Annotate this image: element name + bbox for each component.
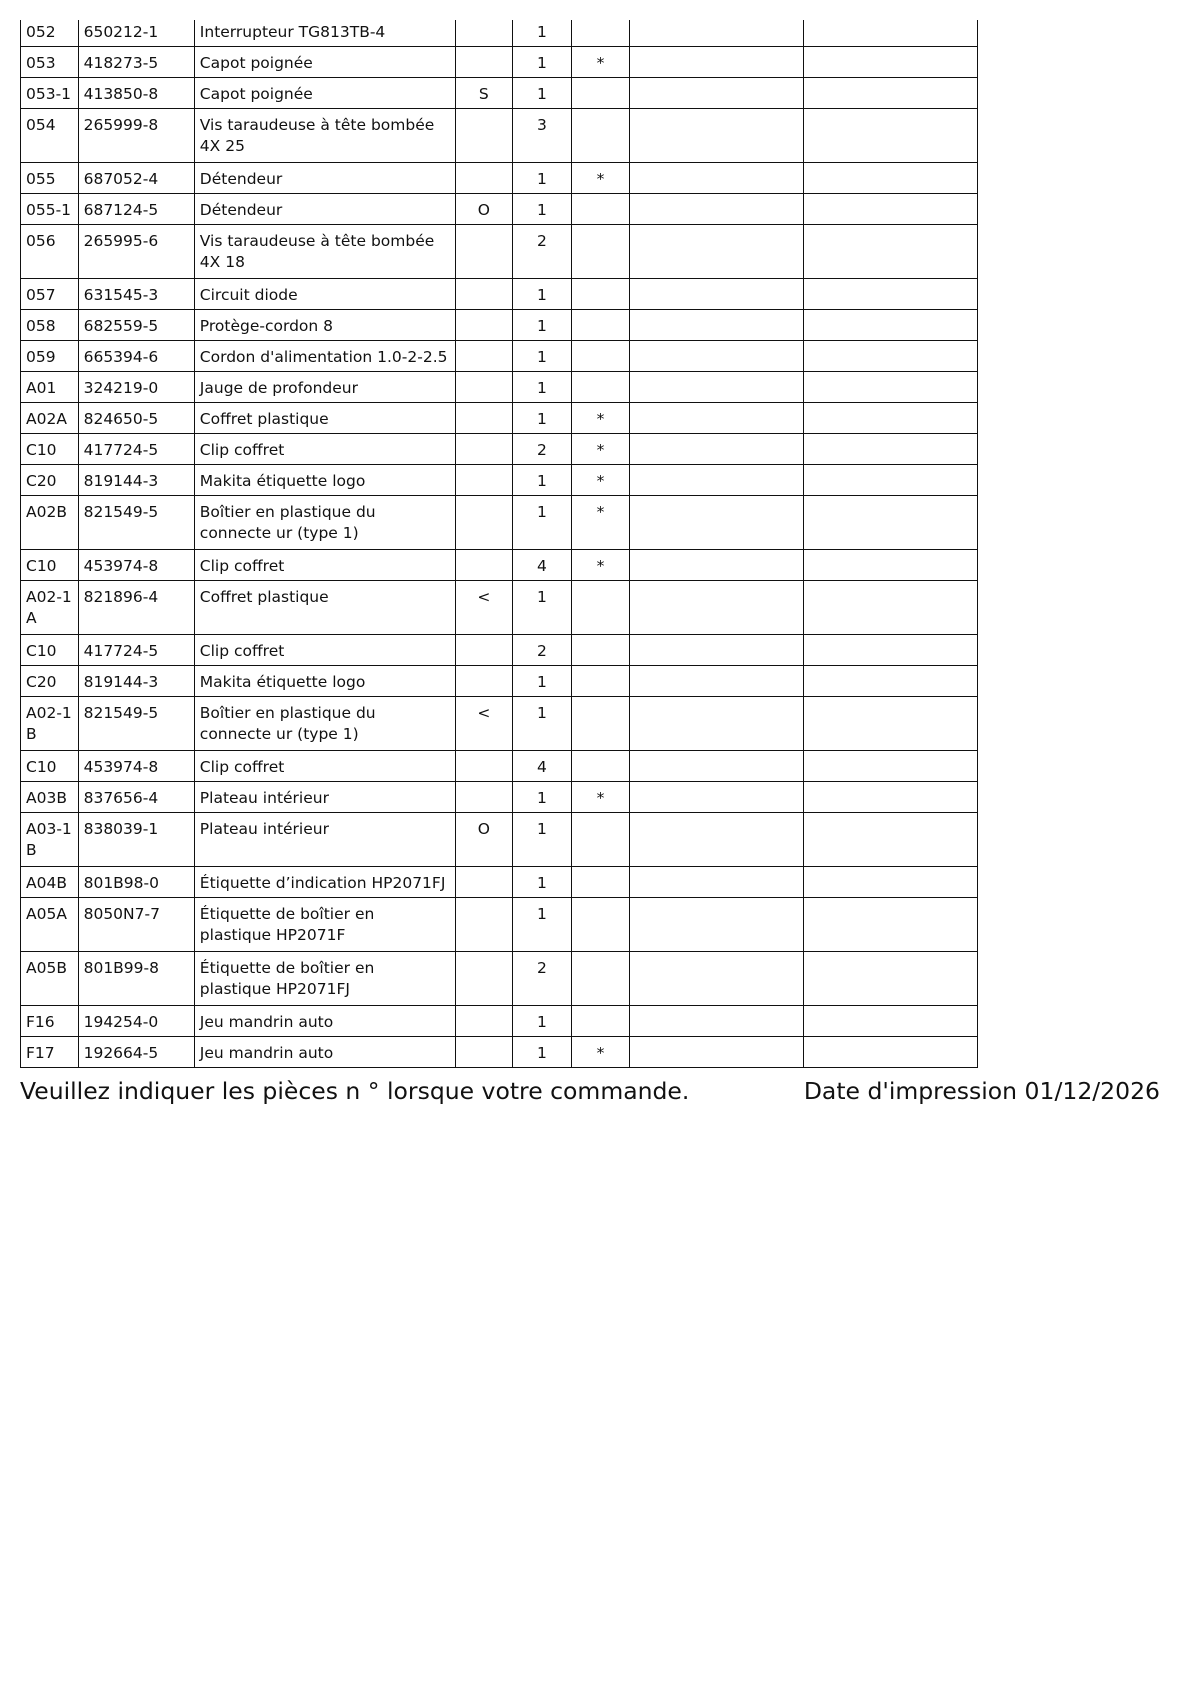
note-cell — [804, 666, 978, 697]
code-cell — [455, 20, 513, 47]
note-cell — [630, 867, 804, 898]
code-cell — [455, 434, 513, 465]
code-cell — [455, 1037, 513, 1068]
note-cell — [630, 78, 804, 109]
note-cell — [630, 635, 804, 666]
part-number-cell: 631545-3 — [78, 279, 194, 310]
table-row — [21, 635, 978, 666]
quantity-cell: 1 — [513, 496, 572, 550]
part-number-cell: 194254-0 — [78, 1006, 194, 1037]
code-cell: O — [455, 813, 513, 867]
note-cell — [804, 434, 978, 465]
table-row — [21, 952, 978, 1006]
quantity-cell: 4 — [513, 550, 572, 581]
quantity-cell: 2 — [513, 225, 572, 279]
code-cell: < — [455, 581, 513, 635]
note-cell — [804, 225, 978, 279]
marker-cell — [571, 1006, 630, 1037]
description-cell: Jauge de profondeur — [194, 372, 455, 403]
part-number-cell: 838039-1 — [78, 813, 194, 867]
description-cell: Makita étiquette logo — [194, 666, 455, 697]
item-number-cell: C20 — [21, 666, 79, 697]
part-number-cell: 417724-5 — [78, 635, 194, 666]
note-cell — [804, 78, 978, 109]
quantity-cell: 1 — [513, 194, 572, 225]
part-number-cell: 417724-5 — [78, 434, 194, 465]
item-number-cell: A05B — [21, 952, 79, 1006]
quantity-cell: 1 — [513, 465, 572, 496]
item-number-cell: 056 — [21, 225, 79, 279]
note-cell — [630, 550, 804, 581]
code-cell: S — [455, 78, 513, 109]
table-row — [21, 372, 978, 403]
item-number-cell: A04B — [21, 867, 79, 898]
marker-cell — [571, 194, 630, 225]
item-number-cell: A01 — [21, 372, 79, 403]
note-cell — [804, 751, 978, 782]
item-number-cell: A02-1A — [21, 581, 79, 635]
description-cell: Cordon d'alimentation 1.0-2-2.5 — [194, 341, 455, 372]
quantity-cell: 1 — [513, 581, 572, 635]
quantity-cell: 1 — [513, 372, 572, 403]
marker-cell: * — [571, 550, 630, 581]
note-cell — [630, 310, 804, 341]
description-cell: Circuit diode — [194, 279, 455, 310]
quantity-cell: 4 — [513, 751, 572, 782]
note-cell — [630, 1006, 804, 1037]
table-row — [21, 310, 978, 341]
quantity-cell: 1 — [513, 163, 572, 194]
part-number-cell: 819144-3 — [78, 465, 194, 496]
table-row — [21, 279, 978, 310]
code-cell — [455, 550, 513, 581]
quantity-cell: 2 — [513, 635, 572, 666]
quantity-cell: 2 — [513, 434, 572, 465]
table-row — [21, 194, 978, 225]
note-cell — [630, 496, 804, 550]
marker-cell — [571, 310, 630, 341]
note-cell — [630, 782, 804, 813]
item-number-cell: 059 — [21, 341, 79, 372]
note-cell — [630, 666, 804, 697]
code-cell — [455, 403, 513, 434]
note-cell — [804, 310, 978, 341]
part-number-cell: 324219-0 — [78, 372, 194, 403]
part-number-cell: 682559-5 — [78, 310, 194, 341]
table-row — [21, 697, 978, 751]
note-cell — [804, 279, 978, 310]
description-cell: Clip coffret — [194, 751, 455, 782]
code-cell — [455, 163, 513, 194]
note-cell — [630, 952, 804, 1006]
item-number-cell: F16 — [21, 1006, 79, 1037]
code-cell — [455, 867, 513, 898]
item-number-cell: C10 — [21, 751, 79, 782]
item-number-cell: A03B — [21, 782, 79, 813]
code-cell — [455, 496, 513, 550]
code-cell: O — [455, 194, 513, 225]
description-cell: Vis taraudeuse à tête bombée 4X 18 — [194, 225, 455, 279]
code-cell — [455, 751, 513, 782]
note-cell — [630, 372, 804, 403]
note-cell — [804, 47, 978, 78]
table-row — [21, 78, 978, 109]
table-row — [21, 434, 978, 465]
quantity-cell: 1 — [513, 697, 572, 751]
marker-cell — [571, 697, 630, 751]
code-cell — [455, 279, 513, 310]
item-number-cell: F17 — [21, 1037, 79, 1068]
item-number-cell: 053-1 — [21, 78, 79, 109]
part-number-cell: 821896-4 — [78, 581, 194, 635]
code-cell — [455, 952, 513, 1006]
description-cell: Étiquette de boîtier en plastique HP2071F — [194, 898, 455, 952]
marker-cell — [571, 279, 630, 310]
code-cell — [455, 341, 513, 372]
marker-cell: * — [571, 496, 630, 550]
description-cell: Coffret plastique — [194, 581, 455, 635]
part-number-cell: 8050N7-7 — [78, 898, 194, 952]
table-row — [21, 1037, 978, 1068]
quantity-cell: 1 — [513, 78, 572, 109]
part-number-cell: 265999-8 — [78, 109, 194, 163]
item-number-cell: 053 — [21, 47, 79, 78]
code-cell — [455, 47, 513, 78]
marker-cell — [571, 813, 630, 867]
note-cell — [630, 813, 804, 867]
part-number-cell: 801B99-8 — [78, 952, 194, 1006]
note-cell — [804, 952, 978, 1006]
code-cell — [455, 635, 513, 666]
quantity-cell: 2 — [513, 952, 572, 1006]
description-cell: Capot poignée — [194, 47, 455, 78]
part-number-cell: 453974-8 — [78, 751, 194, 782]
quantity-cell: 3 — [513, 109, 572, 163]
quantity-cell: 1 — [513, 782, 572, 813]
note-cell — [804, 1006, 978, 1037]
marker-cell — [571, 751, 630, 782]
table-row — [21, 109, 978, 163]
description-cell: Étiquette d’indication HP2071FJ — [194, 867, 455, 898]
marker-cell — [571, 341, 630, 372]
note-cell — [630, 47, 804, 78]
note-cell — [804, 898, 978, 952]
table-row — [21, 496, 978, 550]
note-cell — [804, 550, 978, 581]
quantity-cell: 1 — [513, 403, 572, 434]
quantity-cell: 1 — [513, 813, 572, 867]
note-cell — [630, 898, 804, 952]
quantity-cell: 1 — [513, 898, 572, 952]
note-cell — [804, 635, 978, 666]
quantity-cell: 1 — [513, 279, 572, 310]
note-cell — [630, 434, 804, 465]
description-cell: Clip coffret — [194, 635, 455, 666]
note-cell — [630, 225, 804, 279]
table-row — [21, 465, 978, 496]
item-number-cell: 055-1 — [21, 194, 79, 225]
note-cell — [804, 496, 978, 550]
item-number-cell: C10 — [21, 434, 79, 465]
item-number-cell: A02-1B — [21, 697, 79, 751]
item-number-cell: 058 — [21, 310, 79, 341]
code-cell — [455, 782, 513, 813]
description-cell: Plateau intérieur — [194, 782, 455, 813]
table-row — [21, 550, 978, 581]
marker-cell — [571, 635, 630, 666]
part-number-cell: 687052-4 — [78, 163, 194, 194]
table-row — [21, 813, 978, 867]
table-row — [21, 163, 978, 194]
note-cell — [804, 403, 978, 434]
item-number-cell: 054 — [21, 109, 79, 163]
table-row — [21, 581, 978, 635]
part-number-cell: 821549-5 — [78, 496, 194, 550]
part-number-cell: 819144-3 — [78, 666, 194, 697]
table-row — [21, 1006, 978, 1037]
marker-cell — [571, 666, 630, 697]
part-number-cell: 687124-5 — [78, 194, 194, 225]
marker-cell — [571, 225, 630, 279]
table-row — [21, 751, 978, 782]
code-cell — [455, 666, 513, 697]
part-number-cell: 837656-4 — [78, 782, 194, 813]
note-cell — [804, 163, 978, 194]
note-cell — [630, 581, 804, 635]
note-cell — [630, 1037, 804, 1068]
part-number-cell: 821549-5 — [78, 697, 194, 751]
marker-cell — [571, 20, 630, 47]
note-cell — [630, 751, 804, 782]
part-number-cell: 665394-6 — [78, 341, 194, 372]
note-cell — [804, 697, 978, 751]
item-number-cell: A02B — [21, 496, 79, 550]
note-cell — [804, 20, 978, 47]
marker-cell — [571, 952, 630, 1006]
note-cell — [804, 867, 978, 898]
item-number-cell: C20 — [21, 465, 79, 496]
note-cell — [804, 782, 978, 813]
marker-cell — [571, 78, 630, 109]
item-number-cell: 055 — [21, 163, 79, 194]
description-cell: Makita étiquette logo — [194, 465, 455, 496]
note-cell — [630, 194, 804, 225]
note-cell — [630, 163, 804, 194]
note-cell — [630, 465, 804, 496]
description-cell: Clip coffret — [194, 434, 455, 465]
note-cell — [804, 465, 978, 496]
order-instruction: Veuillez indiquer les pièces n ° lorsque votre commande. — [20, 1077, 690, 1105]
marker-cell: * — [571, 1037, 630, 1068]
item-number-cell: 052 — [21, 20, 79, 47]
part-number-cell: 413850-8 — [78, 78, 194, 109]
description-cell: Coffret plastique — [194, 403, 455, 434]
part-number-cell: 453974-8 — [78, 550, 194, 581]
code-cell — [455, 310, 513, 341]
note-cell — [804, 341, 978, 372]
marker-cell — [571, 372, 630, 403]
code-cell — [455, 1006, 513, 1037]
marker-cell: * — [571, 47, 630, 78]
table-row — [21, 225, 978, 279]
table-row — [21, 666, 978, 697]
item-number-cell: A03-1B — [21, 813, 79, 867]
table-row — [21, 403, 978, 434]
quantity-cell: 1 — [513, 341, 572, 372]
item-number-cell: A02A — [21, 403, 79, 434]
marker-cell: * — [571, 434, 630, 465]
table-row — [21, 341, 978, 372]
code-cell — [455, 465, 513, 496]
part-number-cell: 192664-5 — [78, 1037, 194, 1068]
code-cell — [455, 225, 513, 279]
part-number-cell: 824650-5 — [78, 403, 194, 434]
note-cell — [804, 1037, 978, 1068]
parts-table-body — [21, 20, 978, 1068]
marker-cell — [571, 867, 630, 898]
description-cell: Jeu mandrin auto — [194, 1006, 455, 1037]
item-number-cell: A05A — [21, 898, 79, 952]
table-row — [21, 47, 978, 78]
quantity-cell: 1 — [513, 1037, 572, 1068]
code-cell — [455, 109, 513, 163]
item-number-cell: 057 — [21, 279, 79, 310]
quantity-cell: 1 — [513, 867, 572, 898]
marker-cell: * — [571, 403, 630, 434]
note-cell — [804, 813, 978, 867]
marker-cell: * — [571, 465, 630, 496]
note-cell — [804, 372, 978, 403]
quantity-cell: 1 — [513, 666, 572, 697]
description-cell: Étiquette de boîtier en plastique HP2071FJ — [194, 952, 455, 1006]
table-row — [21, 867, 978, 898]
description-cell: Jeu mandrin auto — [194, 1037, 455, 1068]
note-cell — [630, 109, 804, 163]
quantity-cell: 1 — [513, 1006, 572, 1037]
quantity-cell: 1 — [513, 20, 572, 47]
description-cell: Interrupteur TG813TB-4 — [194, 20, 455, 47]
table-row — [21, 898, 978, 952]
item-number-cell: C10 — [21, 550, 79, 581]
note-cell — [630, 279, 804, 310]
marker-cell — [571, 898, 630, 952]
code-cell — [455, 898, 513, 952]
description-cell: Plateau intérieur — [194, 813, 455, 867]
description-cell: Boîtier en plastique du connecte ur (type 1) — [194, 496, 455, 550]
note-cell — [804, 109, 978, 163]
part-number-cell: 418273-5 — [78, 47, 194, 78]
note-cell — [630, 403, 804, 434]
item-number-cell: C10 — [21, 635, 79, 666]
marker-cell — [571, 581, 630, 635]
print-date: Date d'impression 01/12/2026 — [803, 1077, 1160, 1105]
part-number-cell: 650212-1 — [78, 20, 194, 47]
note-cell — [630, 20, 804, 47]
note-cell — [630, 341, 804, 372]
code-cell: < — [455, 697, 513, 751]
note-cell — [804, 194, 978, 225]
description-cell: Vis taraudeuse à tête bombée 4X 25 — [194, 109, 455, 163]
table-row — [21, 20, 978, 47]
note-cell — [630, 697, 804, 751]
part-number-cell: 801B98-0 — [78, 867, 194, 898]
marker-cell: * — [571, 163, 630, 194]
description-cell: Détendeur — [194, 163, 455, 194]
table-row — [21, 782, 978, 813]
marker-cell — [571, 109, 630, 163]
description-cell: Détendeur — [194, 194, 455, 225]
description-cell: Boîtier en plastique du connecte ur (type 1) — [194, 697, 455, 751]
description-cell: Clip coffret — [194, 550, 455, 581]
description-cell: Capot poignée — [194, 78, 455, 109]
note-cell — [804, 581, 978, 635]
description-cell: Protège-cordon 8 — [194, 310, 455, 341]
parts-table — [20, 20, 978, 1068]
quantity-cell: 1 — [513, 310, 572, 341]
quantity-cell: 1 — [513, 47, 572, 78]
code-cell — [455, 372, 513, 403]
part-number-cell: 265995-6 — [78, 225, 194, 279]
marker-cell: * — [571, 782, 630, 813]
